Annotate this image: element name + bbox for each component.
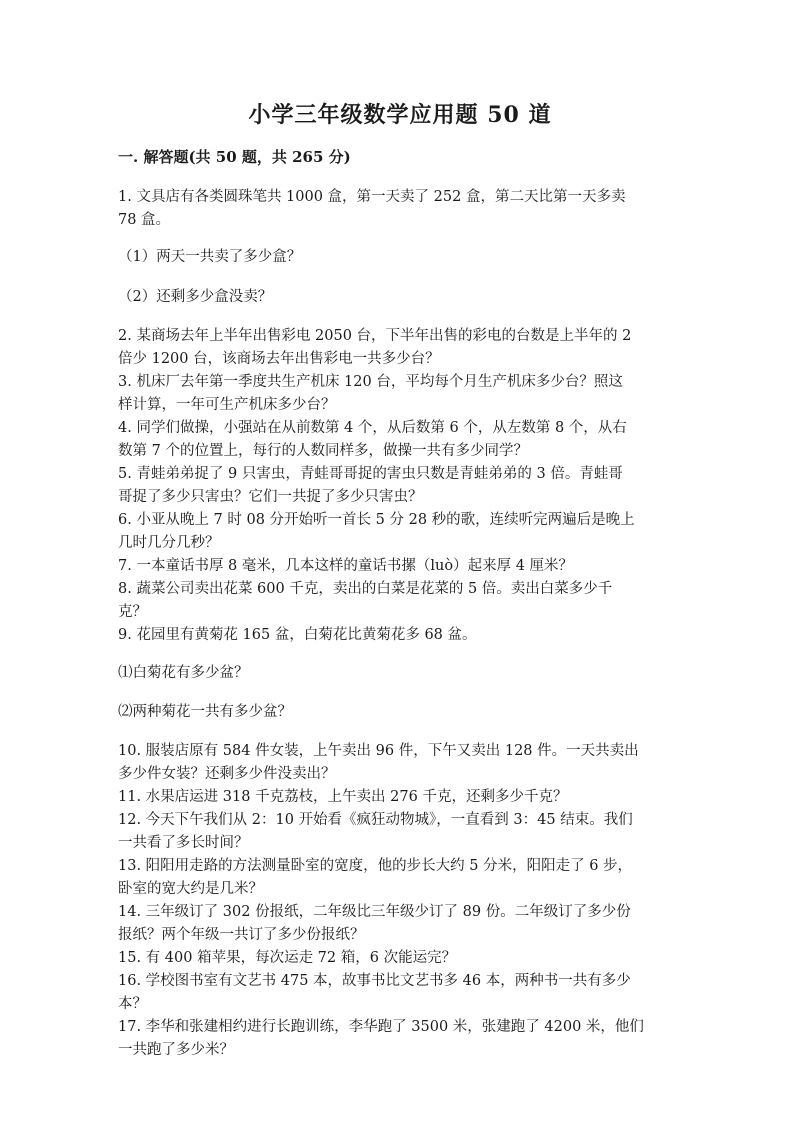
problem-line: 4. 同学们做操，小强站在从前数第 4 个，从后数第 6 个，从左数第 8 个，从右	[118, 420, 627, 436]
problem-line: 本？	[118, 996, 147, 1012]
problem-line: 样计算，一年可生产机床多少台？	[118, 397, 336, 413]
problem-line: 15. 有 400 箱苹果，每次运走 72 箱，6 次能运完？	[118, 950, 457, 966]
problem-line: ⑴白菊花有多少盆？	[118, 665, 249, 681]
problem-line: （2）还剩多少盒没卖？	[118, 289, 273, 305]
problem-line: 卧室的宽大约是几米？	[118, 881, 263, 897]
problem-line: 17. 李华和张建相约进行长跑训练，李华跑了 3500 米，张建跑了 4200 米，他们	[118, 1019, 644, 1035]
problem-line: 克？	[118, 604, 147, 620]
problem-line: 一共看了多长时间？	[118, 835, 249, 851]
problem-line: 2. 某商场去年上半年出售彩电 2050 台，下半年出售的彩电的台数是上半年的 2	[118, 328, 632, 344]
problem-line: 5. 青蛙弟弟捉了 9 只害虫，青蛙哥哥捉的害虫只数是青蛙弟弟的 3 倍。青蛙哥	[118, 466, 623, 482]
problem-line: 7. 一本童话书厚 8 毫米，几本这样的童话书摞（luò）起来厚 4 厘米？	[118, 558, 574, 574]
section-heading: 一. 解答题(共 50 题，共 265 分)	[118, 148, 351, 166]
problem-line: 9. 花园里有黄菊花 165 盆，白菊花比黄菊花多 68 盆。	[118, 627, 477, 643]
problem-line: 3. 机床厂去年第一季度共生产机床 120 台，平均每个月生产机床多少台？照这	[118, 374, 623, 390]
problem-line: 12. 今天下午我们从 2：10 开始看《疯狂动物城》，一直看到 3：45 结束。我们	[118, 812, 633, 828]
problem-line: 14. 三年级订了 302 份报纸，二年级比三年级少订了 89 份。二年级订了多少份	[118, 904, 631, 920]
problem-line: 78 盒。	[118, 212, 171, 228]
problem-line: 一共跑了多少米？	[118, 1042, 234, 1058]
problem-line: 1. 文具店有各类圆珠笔共 1000 盒，第一天卖了 252 盒，第二天比第一天多卖	[118, 189, 626, 205]
problem-line: 多少件女装？还剩多少件没卖出？	[118, 766, 336, 782]
problem-line: 报纸？两个年级一共订了多少份报纸？	[118, 927, 365, 943]
problem-line: 8. 蔬菜公司卖出花菜 600 千克，卖出的白菜是花菜的 5 倍。卖出白菜多少千	[118, 581, 613, 597]
problem-line: 11. 水果店运进 318 千克荔枝，上午卖出 276 千克，还剩多少千克？	[118, 789, 568, 805]
problem-line: （1）两天一共卖了多少盒？	[118, 249, 302, 265]
problem-line: 倍少 1200 台，该商场去年出售彩电一共多少台？	[118, 351, 440, 367]
problem-line: 几时几分几秒？	[118, 535, 220, 551]
problem-line: 6. 小亚从晚上 7 时 08 分开始听一首长 5 分 28 秒的歌，连续听完两遍后是晚上	[118, 512, 635, 528]
problem-line: 16. 学校图书室有文艺书 475 本，故事书比文艺书多 46 本，两种书一共有多少	[118, 973, 631, 989]
problem-line: 13. 阳阳用走路的方法测量卧室的宽度，他的步长大约 5 分米，阳阳走了 6 步，	[118, 858, 633, 874]
problem-line: ⑵两种菊花一共有多少盆？	[118, 704, 292, 720]
problem-line: 数第 7 个的位置上，每行的人数同样多，做操一共有多少同学？	[118, 443, 528, 459]
problem-line: 10. 服装店原有 584 件女装，上午卖出 96 件，下午又卖出 128 件。一天共卖出	[118, 743, 639, 759]
page-title: 小学三年级数学应用题 50 道	[248, 102, 552, 128]
problem-line: 哥捉了多少只害虫？它们一共捉了多少只害虫？	[118, 489, 423, 505]
